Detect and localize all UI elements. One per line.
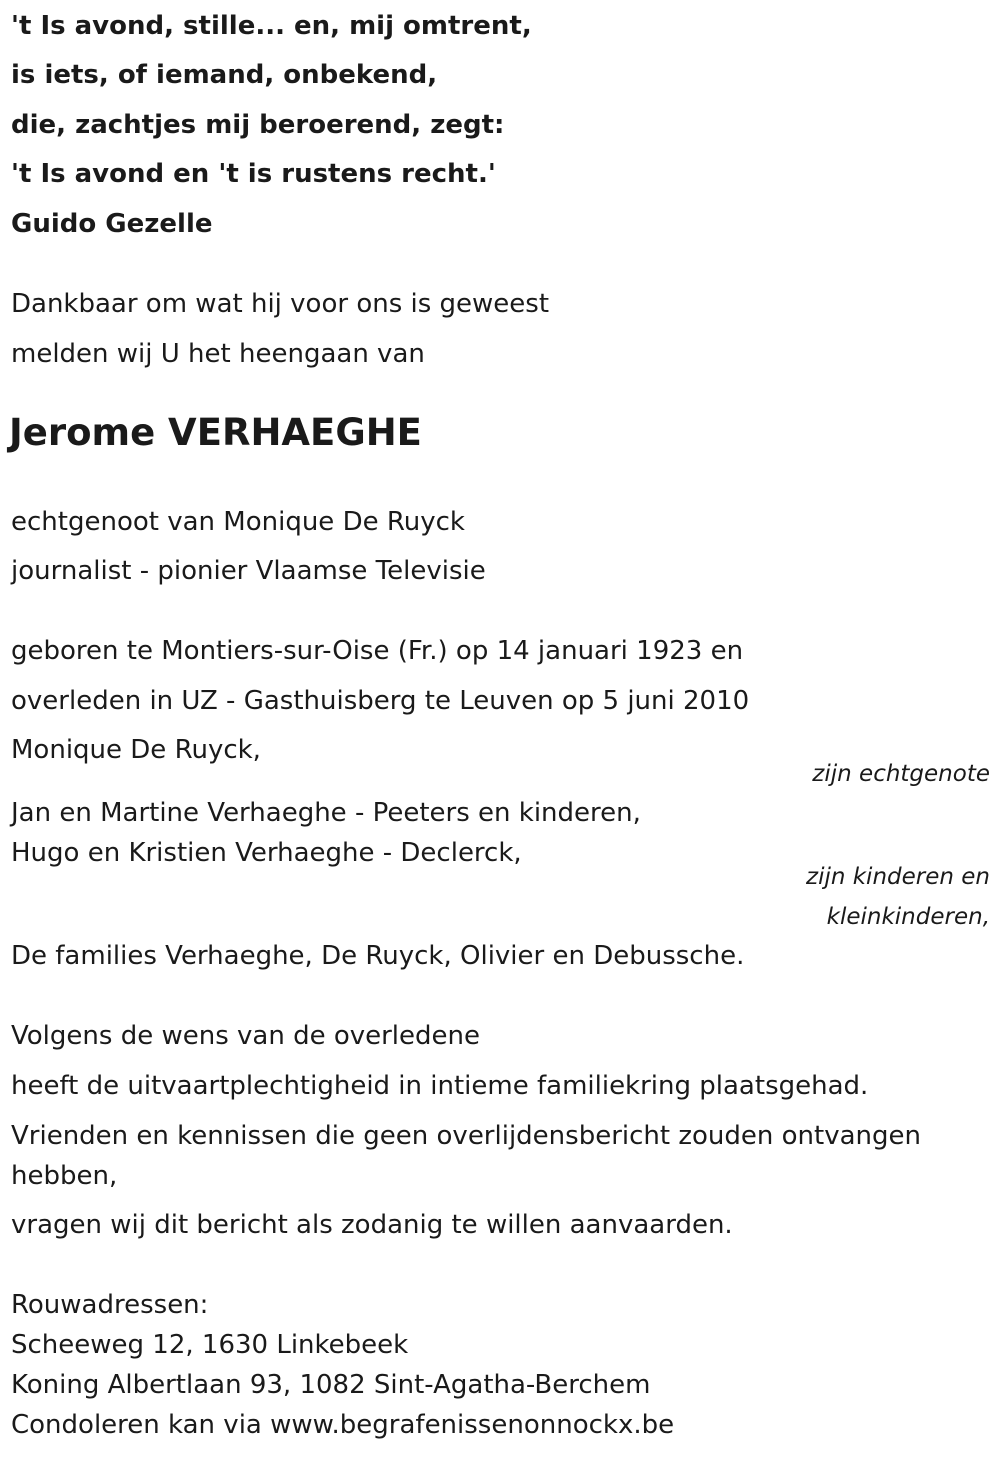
address-line-1: Scheeweg 12, 1630 Linkebeek bbox=[11, 1330, 409, 1360]
notice-line-2: heeft de uitvaartplechtigheid in intieme familiekring plaatsgehad. bbox=[11, 1071, 869, 1101]
intro-line-2: melden wij U het heengaan van bbox=[11, 339, 425, 369]
occupation-line: journalist - pionier Vlaamse Televisie bbox=[11, 556, 486, 586]
child-line-2: Hugo en Kristien Verhaeghe - Declerck, bbox=[11, 838, 522, 868]
intro-line-1: Dankbaar om wat hij voor ons is geweest bbox=[11, 289, 550, 319]
deceased-name: Jerome VERHAEGHE bbox=[9, 411, 422, 454]
poem-author: Guido Gezelle bbox=[11, 209, 213, 239]
addresses-label: Rouwadressen: bbox=[11, 1290, 209, 1320]
child-line-1: Jan en Martine Verhaeghe - Peeters en kinderen, bbox=[11, 798, 641, 828]
notice-line-4: hebben, bbox=[11, 1161, 118, 1191]
notice-line-1: Volgens de wens van de overledene bbox=[11, 1021, 481, 1051]
address-line-2: Koning Albertlaan 93, 1082 Sint-Agatha-Berchem bbox=[11, 1370, 651, 1400]
spouse-line: echtgenoot van Monique De Ruyck bbox=[11, 507, 465, 537]
notice-line-3: Vrienden en kennissen die geen overlijdensbericht zouden ontvangen bbox=[11, 1121, 921, 1151]
condolence-line: Condoleren kan via www.begrafenissenonnockx.be bbox=[11, 1410, 675, 1440]
children-role-1: zijn kinderen en bbox=[806, 864, 990, 890]
children-role-2: kleinkinderen, bbox=[826, 904, 990, 930]
birth-line: geboren te Montiers-sur-Oise (Fr.) op 14 januari 1923 en bbox=[11, 636, 744, 666]
death-line: overleden in UZ - Gasthuisberg te Leuven op 5 juni 2010 bbox=[11, 686, 750, 716]
poem-line-4: 't Is avond en 't is rustens recht.' bbox=[11, 159, 496, 189]
families-line: De families Verhaeghe, De Ruyck, Olivier en Debussche. bbox=[11, 941, 745, 971]
spouse-name: Monique De Ruyck, bbox=[11, 735, 261, 765]
spouse-role: zijn echtgenote bbox=[812, 761, 990, 787]
poem-line-2: is iets, of iemand, onbekend, bbox=[11, 60, 438, 90]
poem-line-1: 't Is avond, stille... en, mij omtrent, bbox=[11, 11, 532, 41]
notice-line-5: vragen wij dit bericht als zodanig te willen aanvaarden. bbox=[11, 1210, 733, 1240]
poem-line-3: die, zachtjes mij beroerend, zegt: bbox=[11, 110, 505, 140]
